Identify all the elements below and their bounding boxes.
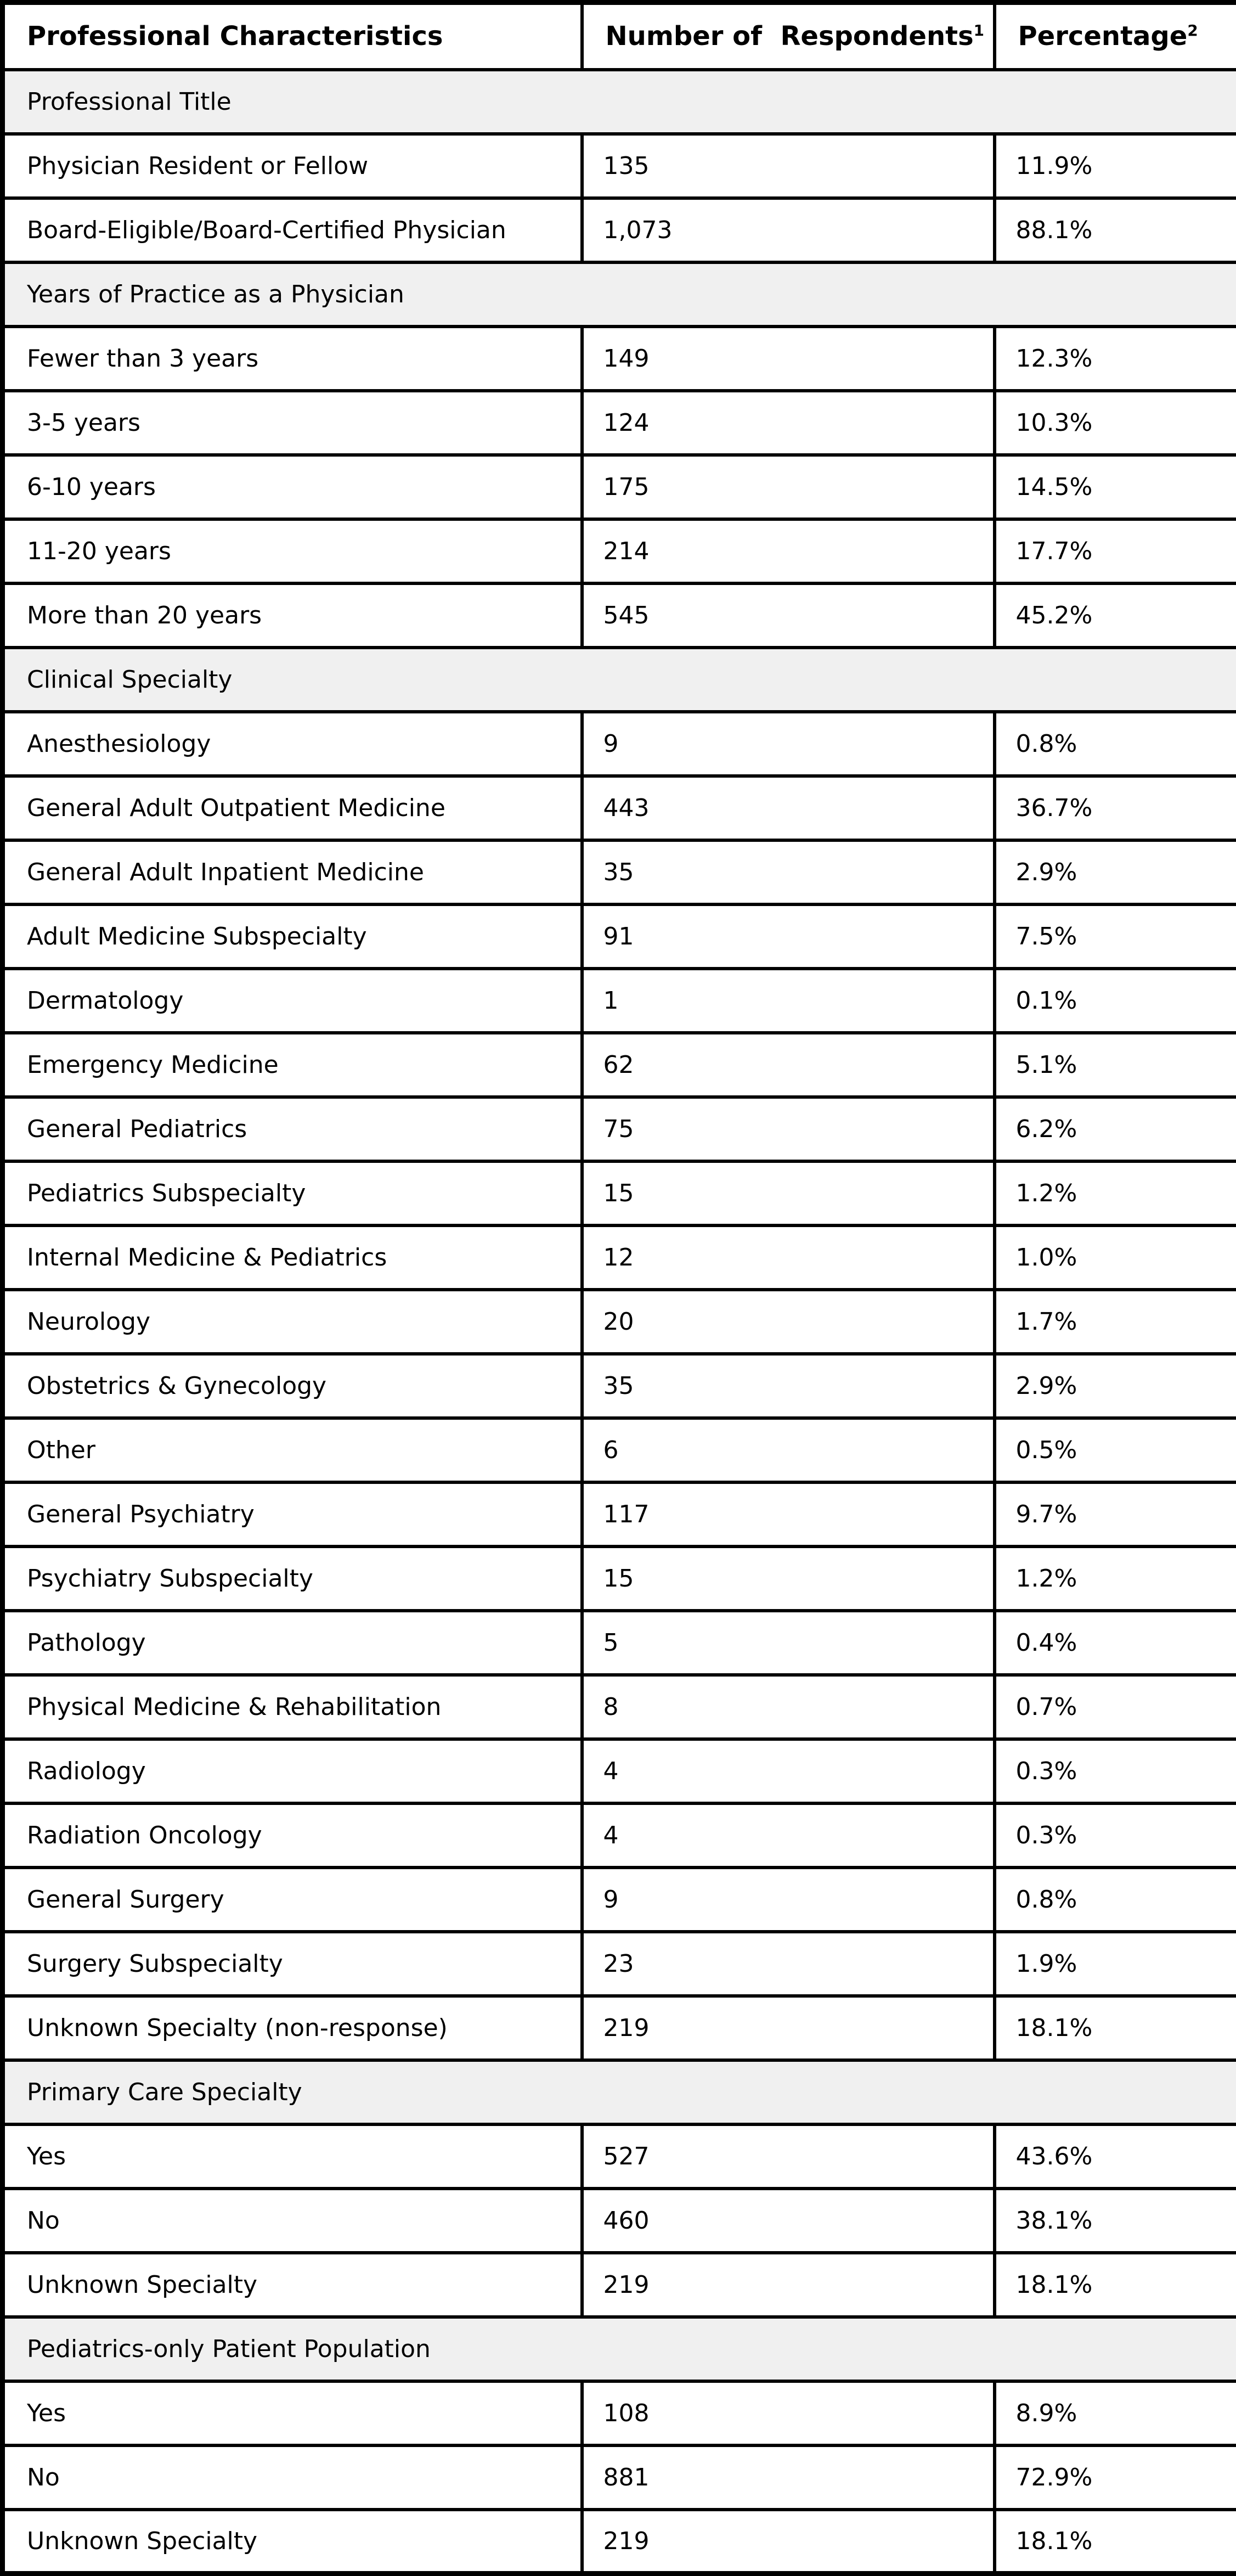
cell-percentage: 0.7% (995, 1675, 1236, 1739)
table-body (3, 70, 1236, 2574)
cell-characteristic: Fewer than 3 years (3, 327, 582, 391)
cell-characteristic: Adult Medicine Subspecialty (3, 904, 582, 969)
cell-characteristic: Dermatology (3, 969, 582, 1033)
col-header-label: Percentage (1018, 21, 1188, 52)
cell-percentage: 0.5% (995, 1418, 1236, 1482)
cell-characteristic: Emergency Medicine (3, 1033, 582, 1097)
table-row (3, 840, 1236, 904)
table-row (3, 904, 1236, 969)
table-row (3, 391, 1236, 455)
cell-characteristic: Radiation Oncology (3, 1803, 582, 1868)
cell-percentage: 0.8% (995, 1868, 1236, 1932)
cell-characteristic: Pathology (3, 1611, 582, 1675)
cell-characteristic: General Psychiatry (3, 1482, 582, 1546)
col-header-label: Professional Characteristics (27, 21, 443, 52)
cell-respondents: 108 (582, 2381, 995, 2445)
cell-percentage: 18.1% (995, 2253, 1236, 2317)
section-title: Primary Care Specialty (3, 2060, 1236, 2124)
table-row (3, 2189, 1236, 2253)
cell-percentage: 43.6% (995, 2124, 1236, 2189)
table-row (3, 1354, 1236, 1418)
section-header-row (3, 648, 1236, 712)
cell-percentage: 0.1% (995, 969, 1236, 1033)
cell-respondents: 135 (582, 134, 995, 198)
cell-characteristic: Yes (3, 2124, 582, 2189)
cell-percentage: 14.5% (995, 455, 1236, 519)
cell-respondents: 219 (582, 2510, 995, 2574)
cell-respondents: 6 (582, 1418, 995, 1482)
table-row (3, 712, 1236, 776)
cell-percentage: 38.1% (995, 2189, 1236, 2253)
cell-respondents: 881 (582, 2445, 995, 2510)
table-row (3, 1932, 1236, 1996)
cell-percentage: 2.9% (995, 1354, 1236, 1418)
section-header-row (3, 70, 1236, 134)
section-title: Professional Title (3, 70, 1236, 134)
cell-respondents: 91 (582, 904, 995, 969)
cell-respondents: 175 (582, 455, 995, 519)
footnote-marker-1: 1 (974, 21, 984, 40)
cell-percentage: 0.3% (995, 1803, 1236, 1868)
cell-percentage: 18.1% (995, 2510, 1236, 2574)
cell-characteristic: 6-10 years (3, 455, 582, 519)
table-row (3, 1803, 1236, 1868)
cell-characteristic: Internal Medicine & Pediatrics (3, 1225, 582, 1290)
cell-percentage: 18.1% (995, 1996, 1236, 2060)
cell-percentage: 9.7% (995, 1482, 1236, 1546)
table-row (3, 1290, 1236, 1354)
cell-respondents: 149 (582, 327, 995, 391)
cell-characteristic: Pediatrics Subspecialty (3, 1161, 582, 1225)
cell-respondents: 35 (582, 1354, 995, 1418)
cell-percentage: 1.2% (995, 1161, 1236, 1225)
section-header-row (3, 262, 1236, 327)
cell-characteristic: No (3, 2189, 582, 2253)
cell-characteristic: 11-20 years (3, 519, 582, 583)
table-row (3, 776, 1236, 840)
table-row (3, 1868, 1236, 1932)
cell-respondents: 20 (582, 1290, 995, 1354)
section-title: Pediatrics-only Patient Population (3, 2317, 1236, 2381)
cell-respondents: 214 (582, 519, 995, 583)
table-row (3, 1546, 1236, 1611)
table-row (3, 583, 1236, 648)
cell-respondents: 527 (582, 2124, 995, 2189)
table-header (3, 3, 1236, 70)
table-row (3, 969, 1236, 1033)
cell-characteristic: Physical Medicine & Rehabilitation (3, 1675, 582, 1739)
cell-percentage: 6.2% (995, 1097, 1236, 1161)
cell-percentage: 10.3% (995, 391, 1236, 455)
cell-characteristic: Surgery Subspecialty (3, 1932, 582, 1996)
col-header-label: Number of Respondents (606, 21, 974, 52)
header-row (3, 3, 1236, 70)
cell-percentage: 0.8% (995, 712, 1236, 776)
table-row (3, 198, 1236, 262)
cell-percentage: 36.7% (995, 776, 1236, 840)
cell-characteristic: Unknown Specialty (non-response) (3, 1996, 582, 2060)
table-row (3, 2381, 1236, 2445)
section-header-row (3, 2317, 1236, 2381)
col-header-professional-characteristics (3, 3, 582, 70)
table-row (3, 1097, 1236, 1161)
table-row (3, 1161, 1236, 1225)
cell-respondents: 219 (582, 1996, 995, 2060)
cell-characteristic: Unknown Specialty (3, 2510, 582, 2574)
cell-respondents: 15 (582, 1161, 995, 1225)
section-header-row (3, 2060, 1236, 2124)
cell-respondents: 15 (582, 1546, 995, 1611)
table-row (3, 1675, 1236, 1739)
table-row (3, 1225, 1236, 1290)
cell-characteristic: Physician Resident or Fellow (3, 134, 582, 198)
cell-respondents: 35 (582, 840, 995, 904)
cell-respondents: 4 (582, 1739, 995, 1803)
cell-respondents: 8 (582, 1675, 995, 1739)
table-row (3, 1611, 1236, 1675)
cell-respondents: 124 (582, 391, 995, 455)
cell-respondents: 5 (582, 1611, 995, 1675)
cell-respondents: 1 (582, 969, 995, 1033)
cell-percentage: 0.4% (995, 1611, 1236, 1675)
cell-characteristic: Neurology (3, 1290, 582, 1354)
cell-characteristic: Board-Eligible/Board-Certified Physician (3, 198, 582, 262)
cell-respondents: 219 (582, 2253, 995, 2317)
table-row (3, 2445, 1236, 2510)
cell-percentage: 12.3% (995, 327, 1236, 391)
cell-characteristic: General Surgery (3, 1868, 582, 1932)
cell-respondents: 9 (582, 1868, 995, 1932)
cell-percentage: 1.7% (995, 1290, 1236, 1354)
cell-percentage: 7.5% (995, 904, 1236, 969)
cell-percentage: 1.9% (995, 1932, 1236, 1996)
table-row (3, 134, 1236, 198)
table-row (3, 1482, 1236, 1546)
col-header-percentage (995, 3, 1236, 70)
table-row (3, 519, 1236, 583)
col-header-number-of-respondents (582, 3, 995, 70)
cell-respondents: 117 (582, 1482, 995, 1546)
cell-respondents: 1,073 (582, 198, 995, 262)
table-row (3, 455, 1236, 519)
table-row (3, 1739, 1236, 1803)
footnote-marker-2: 2 (1187, 21, 1198, 40)
cell-percentage: 11.9% (995, 134, 1236, 198)
cell-characteristic: Obstetrics & Gynecology (3, 1354, 582, 1418)
cell-percentage: 0.3% (995, 1739, 1236, 1803)
cell-percentage: 8.9% (995, 2381, 1236, 2445)
cell-characteristic: General Adult Inpatient Medicine (3, 840, 582, 904)
cell-characteristic: General Adult Outpatient Medicine (3, 776, 582, 840)
cell-respondents: 443 (582, 776, 995, 840)
cell-respondents: 545 (582, 583, 995, 648)
cell-characteristic: General Pediatrics (3, 1097, 582, 1161)
section-title: Years of Practice as a Physician (3, 262, 1236, 327)
cell-percentage: 72.9% (995, 2445, 1236, 2510)
cell-respondents: 75 (582, 1097, 995, 1161)
cell-respondents: 23 (582, 1932, 995, 1996)
cell-characteristic: Yes (3, 2381, 582, 2445)
table-row (3, 1996, 1236, 2060)
cell-percentage: 17.7% (995, 519, 1236, 583)
cell-percentage: 45.2% (995, 583, 1236, 648)
cell-characteristic: Anesthesiology (3, 712, 582, 776)
cell-characteristic: Other (3, 1418, 582, 1482)
cell-characteristic: No (3, 2445, 582, 2510)
cell-characteristic: Radiology (3, 1739, 582, 1803)
cell-characteristic: More than 20 years (3, 583, 582, 648)
table-row (3, 2253, 1236, 2317)
cell-respondents: 62 (582, 1033, 995, 1097)
cell-percentage: 1.0% (995, 1225, 1236, 1290)
cell-respondents: 4 (582, 1803, 995, 1868)
table-row (3, 1033, 1236, 1097)
cell-respondents: 9 (582, 712, 995, 776)
cell-characteristic: 3-5 years (3, 391, 582, 455)
cell-characteristic: Psychiatry Subspecialty (3, 1546, 582, 1611)
cell-percentage: 88.1% (995, 198, 1236, 262)
cell-percentage: 2.9% (995, 840, 1236, 904)
table-row (3, 1418, 1236, 1482)
table-row (3, 2510, 1236, 2574)
cell-percentage: 5.1% (995, 1033, 1236, 1097)
table-row (3, 327, 1236, 391)
section-title: Clinical Specialty (3, 648, 1236, 712)
table-row (3, 2124, 1236, 2189)
cell-respondents: 460 (582, 2189, 995, 2253)
cell-characteristic: Unknown Specialty (3, 2253, 582, 2317)
cell-respondents: 12 (582, 1225, 995, 1290)
cell-percentage: 1.2% (995, 1546, 1236, 1611)
